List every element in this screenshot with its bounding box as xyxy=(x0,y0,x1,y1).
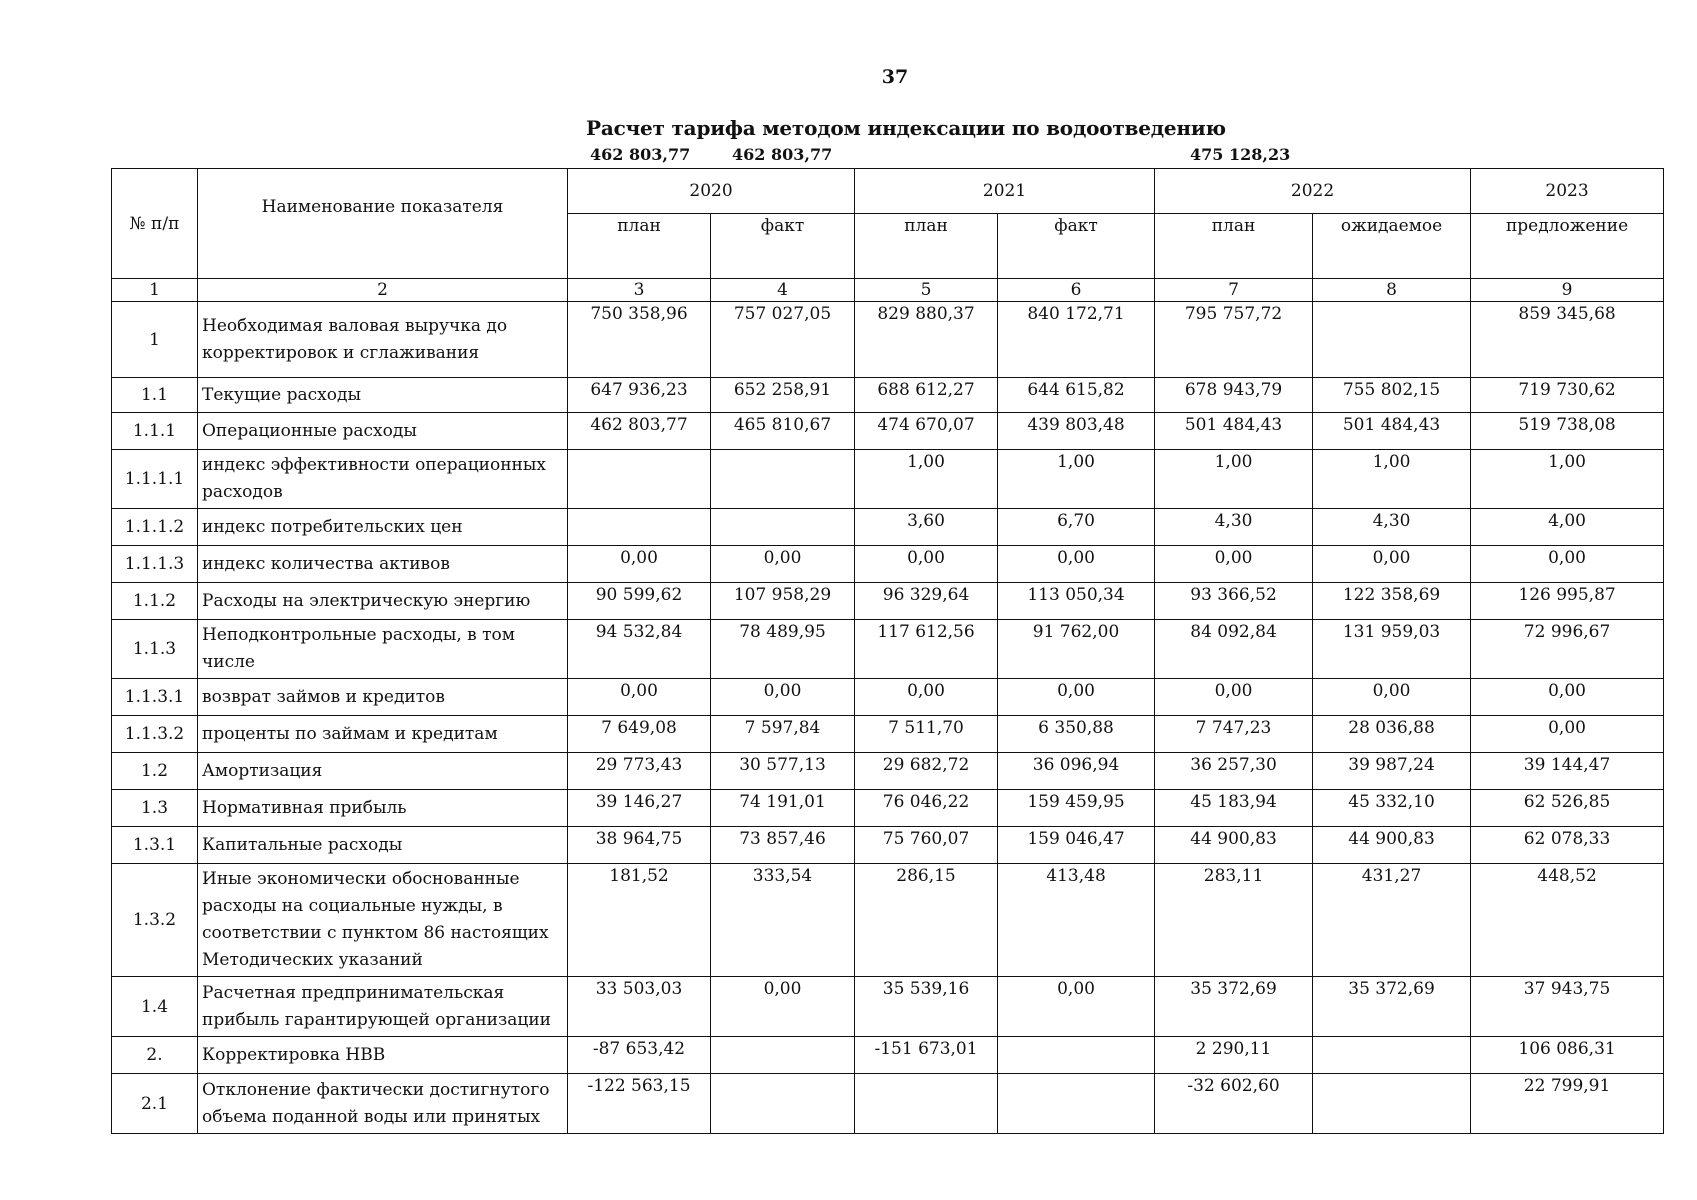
table-row xyxy=(112,378,1664,413)
value-cell: 0,00 xyxy=(998,546,1155,583)
indicator-name: Иные экономически обоснованные расходы на социальные нужды, в соответствии с пунктом 86 настоящих Методических указаний xyxy=(198,864,568,977)
value-cell: 688 612,27 xyxy=(855,378,998,413)
column-number: 3 xyxy=(568,279,711,302)
row-number: 1.1.3.1 xyxy=(112,679,198,716)
row-number: 1.2 xyxy=(112,753,198,790)
value-cell: 6,70 xyxy=(998,509,1155,546)
value-cell: 33 503,03 xyxy=(568,977,711,1037)
top-value-3: 475 128,23 xyxy=(1190,145,1291,164)
indicator-name: Расходы на электрическую энергию xyxy=(198,583,568,620)
value-cell: 413,48 xyxy=(998,864,1155,977)
value-cell: 62 526,85 xyxy=(1471,790,1664,827)
indicator-name: Неподконтрольные расходы, в том числе xyxy=(198,620,568,679)
header-year-2022: 2022 xyxy=(1155,169,1471,214)
table-row xyxy=(112,620,1664,679)
value-cell: 795 757,72 xyxy=(1155,302,1313,378)
indicator-name: Капитальные расходы xyxy=(198,827,568,864)
value-cell: 131 959,03 xyxy=(1313,620,1471,679)
value-cell: 1,00 xyxy=(998,450,1155,509)
value-cell: 107 958,29 xyxy=(711,583,855,620)
value-cell: 1,00 xyxy=(1155,450,1313,509)
value-cell: 0,00 xyxy=(711,679,855,716)
value-cell xyxy=(855,1074,998,1134)
value-cell: 755 802,15 xyxy=(1313,378,1471,413)
value-cell: 0,00 xyxy=(568,546,711,583)
value-cell: 72 996,67 xyxy=(1471,620,1664,679)
table-body xyxy=(112,302,1664,1134)
table-row xyxy=(112,450,1664,509)
indicator-name: возврат займов и кредитов xyxy=(198,679,568,716)
header-year-2021: 2021 xyxy=(855,169,1155,214)
indicator-name: Операционные расходы xyxy=(198,413,568,450)
value-cell: 286,15 xyxy=(855,864,998,977)
value-cell: -32 602,60 xyxy=(1155,1074,1313,1134)
value-cell: 0,00 xyxy=(1471,546,1664,583)
column-number: 9 xyxy=(1471,279,1664,302)
value-cell: 7 747,23 xyxy=(1155,716,1313,753)
subheader-2022-expected: ожидаемое xyxy=(1313,214,1471,279)
value-cell: 0,00 xyxy=(1313,546,1471,583)
indicator-name: индекс эффективности операционных расходов xyxy=(198,450,568,509)
column-number: 4 xyxy=(711,279,855,302)
value-cell: 44 900,83 xyxy=(1155,827,1313,864)
indicator-name: Необходимая валовая выручка до корректировок и сглаживания xyxy=(198,302,568,378)
value-cell: 36 096,94 xyxy=(998,753,1155,790)
value-cell: 45 183,94 xyxy=(1155,790,1313,827)
indicator-name: Отклонение фактически достигнутого объема поданной воды или принятых xyxy=(198,1074,568,1134)
row-number: 1.4 xyxy=(112,977,198,1037)
value-cell: 1,00 xyxy=(1313,450,1471,509)
value-cell: -151 673,01 xyxy=(855,1037,998,1074)
value-cell: 45 332,10 xyxy=(1313,790,1471,827)
value-cell: 1,00 xyxy=(1471,450,1664,509)
value-cell: 84 092,84 xyxy=(1155,620,1313,679)
value-cell: 1,00 xyxy=(855,450,998,509)
value-cell: 0,00 xyxy=(998,679,1155,716)
table-row xyxy=(112,1074,1664,1134)
value-cell: 35 372,69 xyxy=(1313,977,1471,1037)
subheader-2021-plan: план xyxy=(855,214,998,279)
column-number-row xyxy=(112,279,1664,302)
value-cell: 73 857,46 xyxy=(711,827,855,864)
table-row xyxy=(112,413,1664,450)
column-number: 2 xyxy=(198,279,568,302)
indicator-name: Корректировка НВВ xyxy=(198,1037,568,1074)
value-cell: 39 144,47 xyxy=(1471,753,1664,790)
value-cell: 644 615,82 xyxy=(998,378,1155,413)
row-number: 1.1 xyxy=(112,378,198,413)
value-cell: 4,00 xyxy=(1471,509,1664,546)
value-cell: 829 880,37 xyxy=(855,302,998,378)
value-cell: 0,00 xyxy=(711,546,855,583)
header-indicator-name: Наименование показателя xyxy=(198,169,568,279)
table-row xyxy=(112,790,1664,827)
value-cell: 7 511,70 xyxy=(855,716,998,753)
row-number: 1.1.3.2 xyxy=(112,716,198,753)
table-row xyxy=(112,302,1664,378)
value-cell: 0,00 xyxy=(998,977,1155,1037)
value-cell: 44 900,83 xyxy=(1313,827,1471,864)
value-cell xyxy=(568,509,711,546)
value-cell xyxy=(711,1037,855,1074)
top-value-1: 462 803,77 xyxy=(590,145,691,164)
subheader-2021-fact: факт xyxy=(998,214,1155,279)
tariff-table xyxy=(111,168,1664,1134)
value-cell: 750 358,96 xyxy=(568,302,711,378)
column-number: 7 xyxy=(1155,279,1313,302)
value-cell: 647 936,23 xyxy=(568,378,711,413)
indicator-name: проценты по займам и кредитам xyxy=(198,716,568,753)
column-number: 8 xyxy=(1313,279,1471,302)
value-cell: 181,52 xyxy=(568,864,711,977)
value-cell: -122 563,15 xyxy=(568,1074,711,1134)
table-row xyxy=(112,827,1664,864)
value-cell: 501 484,43 xyxy=(1313,413,1471,450)
table-row xyxy=(112,1037,1664,1074)
row-number: 2. xyxy=(112,1037,198,1074)
value-cell: 90 599,62 xyxy=(568,583,711,620)
table-row xyxy=(112,977,1664,1037)
row-number: 1.1.1.1 xyxy=(112,450,198,509)
value-cell: 29 682,72 xyxy=(855,753,998,790)
value-cell: 0,00 xyxy=(855,546,998,583)
indicator-name: индекс количества активов xyxy=(198,546,568,583)
value-cell: 0,00 xyxy=(568,679,711,716)
indicator-name: Расчетная предпринимательская прибыль гарантирующей организации xyxy=(198,977,568,1037)
value-cell xyxy=(568,450,711,509)
value-cell xyxy=(1313,1037,1471,1074)
value-cell: 62 078,33 xyxy=(1471,827,1664,864)
value-cell: 0,00 xyxy=(1471,679,1664,716)
value-cell: 91 762,00 xyxy=(998,620,1155,679)
value-cell: 859 345,68 xyxy=(1471,302,1664,378)
value-cell: 0,00 xyxy=(1155,679,1313,716)
header-year-2023: 2023 xyxy=(1471,169,1664,214)
row-number: 1.1.2 xyxy=(112,583,198,620)
table-row xyxy=(112,546,1664,583)
value-cell: 678 943,79 xyxy=(1155,378,1313,413)
value-cell: 0,00 xyxy=(1471,716,1664,753)
column-number: 6 xyxy=(998,279,1155,302)
value-cell: 6 350,88 xyxy=(998,716,1155,753)
document-title: Расчет тарифа методом индексации по водоотведению xyxy=(586,116,1226,140)
value-cell: 2 290,11 xyxy=(1155,1037,1313,1074)
column-number: 5 xyxy=(855,279,998,302)
value-cell: 22 799,91 xyxy=(1471,1074,1664,1134)
value-cell xyxy=(711,1074,855,1134)
value-cell: 106 086,31 xyxy=(1471,1037,1664,1074)
value-cell: 0,00 xyxy=(855,679,998,716)
value-cell: 4,30 xyxy=(1313,509,1471,546)
value-cell: 439 803,48 xyxy=(998,413,1155,450)
value-cell: 431,27 xyxy=(1313,864,1471,977)
value-cell xyxy=(998,1074,1155,1134)
subheader-2023-proposal: предложение xyxy=(1471,214,1664,279)
row-number: 2.1 xyxy=(112,1074,198,1134)
subheader-2020-fact: факт xyxy=(711,214,855,279)
value-cell: 7 597,84 xyxy=(711,716,855,753)
value-cell: 0,00 xyxy=(711,977,855,1037)
value-cell: 35 539,16 xyxy=(855,977,998,1037)
value-cell: 94 532,84 xyxy=(568,620,711,679)
row-number: 1.1.3 xyxy=(112,620,198,679)
value-cell: 0,00 xyxy=(1155,546,1313,583)
row-number: 1.1.1.2 xyxy=(112,509,198,546)
value-cell xyxy=(1313,1074,1471,1134)
value-cell: 122 358,69 xyxy=(1313,583,1471,620)
table-row xyxy=(112,864,1664,977)
page-number: 37 xyxy=(881,66,909,88)
value-cell xyxy=(711,450,855,509)
value-cell: 39 146,27 xyxy=(568,790,711,827)
value-cell: 159 046,47 xyxy=(998,827,1155,864)
table-row xyxy=(112,753,1664,790)
value-cell: 126 995,87 xyxy=(1471,583,1664,620)
value-cell: 78 489,95 xyxy=(711,620,855,679)
value-cell: 75 760,07 xyxy=(855,827,998,864)
value-cell: 30 577,13 xyxy=(711,753,855,790)
row-number: 1.3.2 xyxy=(112,864,198,977)
value-cell: 283,11 xyxy=(1155,864,1313,977)
row-number: 1.1.1.3 xyxy=(112,546,198,583)
value-cell: 7 649,08 xyxy=(568,716,711,753)
column-number: 1 xyxy=(112,279,198,302)
value-cell: 501 484,43 xyxy=(1155,413,1313,450)
table-row xyxy=(112,679,1664,716)
top-value-2: 462 803,77 xyxy=(732,145,833,164)
value-cell: -87 653,42 xyxy=(568,1037,711,1074)
row-number: 1 xyxy=(112,302,198,378)
value-cell: 0,00 xyxy=(1313,679,1471,716)
row-number: 1.3.1 xyxy=(112,827,198,864)
value-cell: 474 670,07 xyxy=(855,413,998,450)
value-cell: 719 730,62 xyxy=(1471,378,1664,413)
table-row xyxy=(112,583,1664,620)
indicator-name: Текущие расходы xyxy=(198,378,568,413)
value-cell xyxy=(711,509,855,546)
header-row-number: № п/п xyxy=(112,169,198,279)
value-cell: 117 612,56 xyxy=(855,620,998,679)
indicator-name: индекс потребительских цен xyxy=(198,509,568,546)
subheader-2022-plan: план xyxy=(1155,214,1313,279)
row-number: 1.1.1 xyxy=(112,413,198,450)
value-cell: 74 191,01 xyxy=(711,790,855,827)
value-cell: 39 987,24 xyxy=(1313,753,1471,790)
value-cell: 3,60 xyxy=(855,509,998,546)
value-cell: 333,54 xyxy=(711,864,855,977)
value-cell: 465 810,67 xyxy=(711,413,855,450)
value-cell xyxy=(998,1037,1155,1074)
value-cell: 28 036,88 xyxy=(1313,716,1471,753)
indicator-name: Амортизация xyxy=(198,753,568,790)
value-cell: 4,30 xyxy=(1155,509,1313,546)
table-row xyxy=(112,716,1664,753)
value-cell: 96 329,64 xyxy=(855,583,998,620)
value-cell: 840 172,71 xyxy=(998,302,1155,378)
value-cell: 35 372,69 xyxy=(1155,977,1313,1037)
value-cell: 519 738,08 xyxy=(1471,413,1664,450)
subheader-2020-plan: план xyxy=(568,214,711,279)
value-cell: 36 257,30 xyxy=(1155,753,1313,790)
value-cell: 113 050,34 xyxy=(998,583,1155,620)
value-cell: 38 964,75 xyxy=(568,827,711,864)
value-cell: 76 046,22 xyxy=(855,790,998,827)
value-cell: 757 027,05 xyxy=(711,302,855,378)
indicator-name: Нормативная прибыль xyxy=(198,790,568,827)
value-cell xyxy=(1313,302,1471,378)
value-cell: 462 803,77 xyxy=(568,413,711,450)
value-cell: 448,52 xyxy=(1471,864,1664,977)
row-number: 1.3 xyxy=(112,790,198,827)
value-cell: 93 366,52 xyxy=(1155,583,1313,620)
value-cell: 652 258,91 xyxy=(711,378,855,413)
value-cell: 29 773,43 xyxy=(568,753,711,790)
header-year-2020: 2020 xyxy=(568,169,855,214)
value-cell: 37 943,75 xyxy=(1471,977,1664,1037)
value-cell: 159 459,95 xyxy=(998,790,1155,827)
table-row xyxy=(112,509,1664,546)
